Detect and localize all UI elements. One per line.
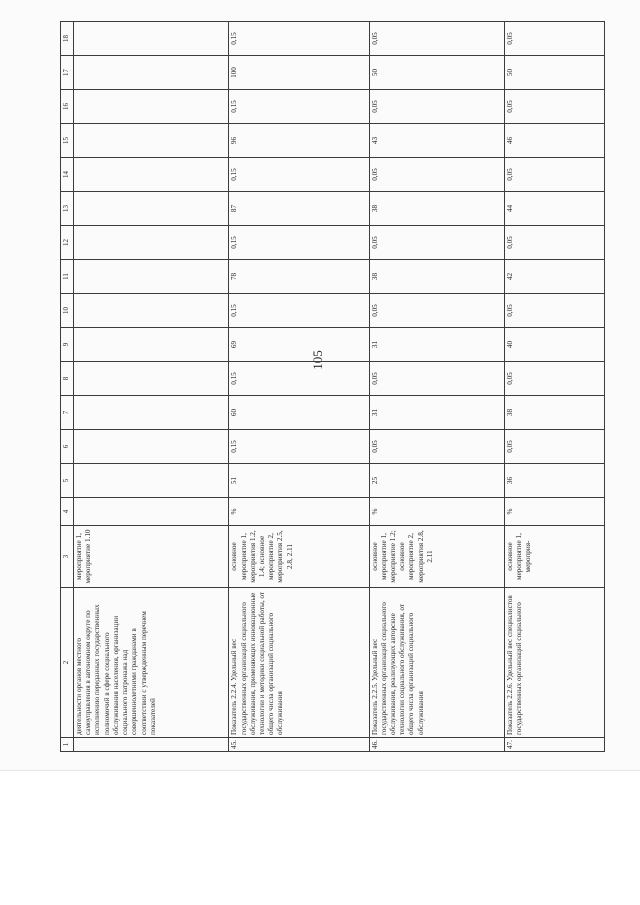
value-cell: 0,15 <box>229 90 369 124</box>
column-header: 2 <box>61 588 74 738</box>
measures: мероприятие 1, мероприятие 1.10 <box>74 526 229 588</box>
measures: основное мероприятие 1, мероприя- <box>504 526 604 588</box>
value-cell <box>74 430 229 464</box>
value-cell: 0,15 <box>229 362 369 396</box>
column-header: 8 <box>61 362 74 396</box>
value-cell: 0,05 <box>369 430 504 464</box>
unit: % <box>369 498 504 526</box>
value-cell: 42 <box>504 260 604 294</box>
value-cell: 0,15 <box>229 22 369 56</box>
measures: основное мероприятие 1, мероприятия 1.2, 1.4; основное мероприятие 2, мероприятия 2.5, 2.8, 2.11 <box>229 526 369 588</box>
column-header: 11 <box>61 260 74 294</box>
table-row <box>504 22 604 752</box>
column-header: 9 <box>61 328 74 362</box>
value-cell: 0,05 <box>504 362 604 396</box>
value-cell: 100 <box>229 56 369 90</box>
value-cell: 0,15 <box>229 158 369 192</box>
column-header: 10 <box>61 294 74 328</box>
value-cell: 0,05 <box>504 430 604 464</box>
value-cell <box>74 192 229 226</box>
value-cell: 0,05 <box>369 158 504 192</box>
value-cell <box>74 22 229 56</box>
table-sheet <box>60 32 605 752</box>
value-cell: 0,15 <box>229 294 369 328</box>
value-cell <box>74 396 229 430</box>
rotated-table-frame <box>60 32 605 752</box>
indicator-name: Показатель 2.2.4. Удельный вес государственных организаций социального обслуживания, применяющих инновационные технологии и методики социальной работы, от общего числа организаций социального обслуживания <box>229 588 369 738</box>
value-cell: 60 <box>229 396 369 430</box>
value-cell: 0,05 <box>369 90 504 124</box>
value-cell: 0,05 <box>369 226 504 260</box>
value-cell: 50 <box>369 56 504 90</box>
value-cell: 43 <box>369 124 504 158</box>
value-cell: 0,05 <box>504 158 604 192</box>
column-header: 7 <box>61 396 74 430</box>
unit <box>74 498 229 526</box>
page-number: 105 <box>310 350 325 370</box>
row-number: 45. <box>229 738 369 752</box>
value-cell: 69 <box>229 328 369 362</box>
value-cell: 87 <box>229 192 369 226</box>
value-cell: 50 <box>504 56 604 90</box>
table-row <box>229 22 369 752</box>
value-cell <box>74 226 229 260</box>
value-cell <box>74 464 229 498</box>
column-header: 18 <box>61 22 74 56</box>
value-cell: 0,05 <box>504 226 604 260</box>
value-cell: 0,05 <box>504 294 604 328</box>
column-header: 4 <box>61 498 74 526</box>
row-number: 47. <box>504 738 604 752</box>
value-cell: 44 <box>504 192 604 226</box>
value-cell: 0,05 <box>369 294 504 328</box>
measures: основное мероприятие 1, мероприятие 1.2; основное мероприятие 2, мероприятия 2.8, 2.11 <box>369 526 504 588</box>
column-header: 17 <box>61 56 74 90</box>
column-header: 15 <box>61 124 74 158</box>
column-header: 1 <box>61 738 74 752</box>
value-cell: 31 <box>369 328 504 362</box>
value-cell: 40 <box>504 328 604 362</box>
column-header: 6 <box>61 430 74 464</box>
column-header: 16 <box>61 90 74 124</box>
value-cell: 96 <box>229 124 369 158</box>
indicator-name: Показатель 2.2.5. Удельный вес государственных организаций социального обслуживания, реализующих авторские технологии социального обслуживания, от общего числа организаций социального обслуживания <box>369 588 504 738</box>
row-number: 46. <box>369 738 504 752</box>
unit: % <box>229 498 369 526</box>
value-cell <box>74 124 229 158</box>
value-cell: 38 <box>504 396 604 430</box>
value-cell <box>74 362 229 396</box>
value-cell: 38 <box>369 192 504 226</box>
indicator-table <box>60 21 605 752</box>
value-cell: 0,05 <box>369 362 504 396</box>
table-row <box>74 22 229 752</box>
value-cell: 0,05 <box>504 22 604 56</box>
column-header: 3 <box>61 526 74 588</box>
table-row <box>369 22 504 752</box>
value-cell: 0,15 <box>229 430 369 464</box>
indicator-name: деятельности органов местного самоуправления в автономном округе по исполнению переданных государственных полномочий в сфере социального обслуживания населения, организации социального патронажа над совершеннолетними гражданами в соответствии с утвержденным перечнем показателей <box>74 588 229 738</box>
value-cell: 0,15 <box>229 226 369 260</box>
indicator-name: Показатель 2.2.6. Удельный вес специалистов государственных организаций социального <box>504 588 604 738</box>
value-cell: 78 <box>229 260 369 294</box>
column-header: 12 <box>61 226 74 260</box>
value-cell: 36 <box>504 464 604 498</box>
header-row <box>61 22 74 752</box>
column-header: 14 <box>61 158 74 192</box>
value-cell <box>74 260 229 294</box>
value-cell <box>74 158 229 192</box>
unit: % <box>504 498 604 526</box>
column-header: 13 <box>61 192 74 226</box>
value-cell: 0,05 <box>504 90 604 124</box>
value-cell <box>74 90 229 124</box>
value-cell <box>74 328 229 362</box>
column-header: 5 <box>61 464 74 498</box>
row-number <box>74 738 229 752</box>
value-cell <box>74 56 229 90</box>
value-cell: 46 <box>504 124 604 158</box>
value-cell: 51 <box>229 464 369 498</box>
value-cell: 38 <box>369 260 504 294</box>
value-cell: 25 <box>369 464 504 498</box>
value-cell: 31 <box>369 396 504 430</box>
value-cell <box>74 294 229 328</box>
value-cell: 0,05 <box>369 22 504 56</box>
